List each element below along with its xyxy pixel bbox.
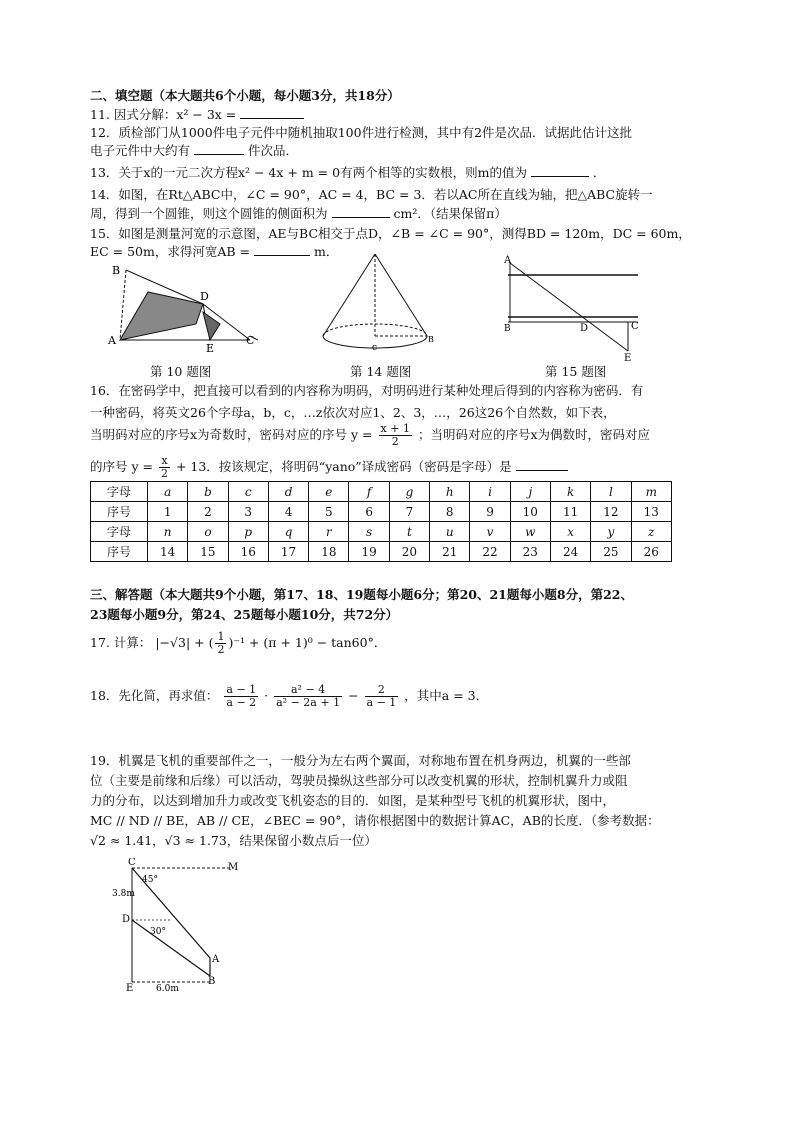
cipher-cell: p: [228, 522, 268, 542]
cipher-row-label: 字母: [91, 522, 148, 542]
fig15-label-a: A: [504, 255, 512, 266]
q18-f1-num: a − 1: [226, 683, 257, 696]
cipher-cell: 9: [470, 502, 510, 522]
q16-line4-a: 的序号 y =: [90, 459, 153, 474]
cipher-cell: 22: [470, 542, 510, 562]
q16-line3: [90, 422, 650, 448]
cipher-cell: 14: [148, 542, 188, 562]
q14-text-a: 周，得到一个圆锥，则这个圆锥的侧面积为: [90, 206, 328, 221]
fig15-label-e: E: [624, 353, 632, 363]
q17-prefix: 17. 计算：: [90, 635, 152, 650]
section3-heading-line2: 23题每小题9分，第24、25题每小题10分，共72分）: [90, 607, 399, 622]
q18-fraction-1: [224, 684, 258, 709]
q15-answer-blank[interactable]: [254, 243, 310, 256]
q18-f1-den: a − 2: [226, 696, 257, 709]
cipher-cell: a: [148, 482, 188, 502]
cipher-cell: o: [188, 522, 228, 542]
q11-text: 11. 因式分解：x² − 3x =: [90, 107, 237, 122]
fig19-label-3-8m: 3.8m: [112, 889, 135, 899]
q16-frac2-den: 2: [160, 467, 168, 480]
cipher-cell: g: [389, 482, 429, 502]
cipher-cell: 11: [550, 502, 590, 522]
q12-text-b: 件次品．: [247, 143, 298, 158]
cipher-cell: t: [389, 522, 429, 542]
fig19-label-6-0m: 6.0m: [156, 984, 179, 992]
q12-answer-blank[interactable]: [194, 142, 244, 155]
cipher-cell: u: [430, 522, 470, 542]
cipher-cell: 2: [188, 502, 228, 522]
q18-fraction-2: [274, 684, 342, 709]
cipher-cell: y: [591, 522, 631, 542]
question-11: [90, 106, 304, 124]
cipher-row-3: [91, 522, 672, 542]
fig19-label-a: A: [212, 954, 220, 965]
q15-line1: 15．如图是测量河宽的示意图，AE与BC相交于点D，∠B = ∠C = 90°，测得BD = 120m，DC = 60m，: [90, 226, 691, 241]
cipher-row-4: [91, 542, 672, 562]
q16-line3-b: ；当明码对应的序号x为偶数时，密码对应: [417, 427, 650, 442]
section3-heading-line1: 三、解答题（本大题共9个小题，第17、18、19题每小题6分；第20、21题每小题8分，第22、: [90, 587, 633, 602]
fig14-caption: 第 14 题图: [350, 364, 412, 379]
cipher-row-1: [91, 482, 672, 502]
q17-expr-b: )⁻¹ + (π + 1)⁰ − tan60°．: [228, 635, 387, 650]
q19-line3: 力的分布，以达到增加升力或改变飞机姿态的目的．如图，是某种型号飞机的机翼形状，图中，: [90, 793, 616, 808]
fig10-label-d: D: [200, 290, 209, 303]
fig15-caption: 第 15 题图: [545, 364, 607, 379]
cipher-cell: i: [470, 482, 510, 502]
cipher-cell: 25: [591, 542, 631, 562]
cipher-cell: 5: [309, 502, 349, 522]
cipher-cell: n: [148, 522, 188, 542]
fig14-label-c: c: [372, 343, 378, 353]
cipher-cell: e: [309, 482, 349, 502]
q18-suffix: ，其中a = 3．: [404, 688, 489, 703]
q17-frac-num: 1: [217, 630, 225, 643]
cipher-cell: 23: [510, 542, 550, 562]
fig10-caption: 第 10 题图: [150, 364, 212, 379]
q14-answer-blank[interactable]: [332, 205, 390, 218]
question-14-line2: [90, 205, 507, 223]
figure-15: [500, 255, 650, 363]
cipher-cell: j: [510, 482, 550, 502]
cipher-cell: k: [550, 482, 590, 502]
fig19-label-c: C: [128, 858, 136, 868]
cipher-row-label: 序号: [91, 502, 148, 522]
fig19-label-b: B: [208, 976, 216, 987]
q16-line1: 16．在密码学中，把直接可以看到的内容称为明码，对明码进行某种处理后得到的内容称为密码．有: [90, 383, 644, 398]
fig15-label-c: C: [631, 321, 639, 332]
cipher-row-label: 字母: [91, 482, 148, 502]
q13-answer-blank[interactable]: [531, 164, 589, 177]
q18-f2-den: a² − 2a + 1: [276, 696, 341, 709]
q13-text-b: ．: [592, 165, 606, 180]
cipher-cell: s: [349, 522, 389, 542]
q14-line1: 14．如图，在Rt△ABC中，∠C = 90°，AC = 4，BC = 3．若以AC所在直线为轴，把△ABC旋转一: [90, 187, 653, 202]
q16-frac1-den: 2: [391, 435, 399, 448]
cipher-cell: v: [470, 522, 510, 542]
fig19-label-30deg: 30°: [150, 927, 166, 937]
q16-fraction-odd: [379, 423, 412, 448]
q19-line5: √2 ≈ 1.41，√3 ≈ 1.73，结果保留小数点后一位）: [90, 833, 377, 848]
q15-text-a: EC = 50m，求得河宽AB =: [90, 244, 251, 259]
cipher-cell: 13: [631, 502, 671, 522]
q18-prefix: 18．先化简，再求值：: [90, 688, 219, 703]
cipher-cell: 20: [389, 542, 429, 562]
section2-heading: 二、填空题（本大题共6个小题，每小题3分，共18分）: [90, 88, 400, 103]
fig19-label-d: D: [122, 914, 131, 925]
q16-line2: 一种密码，将英文26个字母a，b，c，…z依次对应1、2、3，…，26这26个自然数，如下表，: [90, 405, 616, 420]
cipher-row-label: 序号: [91, 542, 148, 562]
question-17: [90, 628, 386, 658]
cipher-cell: z: [631, 522, 671, 542]
q17-expr-a: |−√3| + (: [155, 635, 214, 650]
figure-19: [112, 858, 242, 992]
fig15-label-d: D: [580, 323, 589, 334]
cipher-cell: 10: [510, 502, 550, 522]
cipher-cell: 21: [430, 542, 470, 562]
cipher-cell: f: [349, 482, 389, 502]
question-15-line2: [90, 243, 338, 261]
cipher-cell: 12: [591, 502, 631, 522]
cipher-cell: 26: [631, 542, 671, 562]
cipher-cell: l: [591, 482, 631, 502]
cipher-cell: w: [510, 522, 550, 542]
fig19-label-45deg: 45°: [142, 875, 158, 885]
fig10-label-b: B: [112, 264, 121, 277]
cipher-cell: h: [430, 482, 470, 502]
fig10-label-a: A: [108, 334, 116, 347]
q12-line1: 12．质检部门从1000件电子元件中随机抽取100件进行检测，其中有2件是次品．试据此估计这批: [90, 125, 633, 140]
cipher-cell: r: [309, 522, 349, 542]
cipher-cell: 1: [148, 502, 188, 522]
cipher-cell: 8: [430, 502, 470, 522]
cipher-table: [90, 481, 672, 562]
q16-line4-b: + 13．按该规定，将明码“yano”译成密码（密码是字母）是: [175, 459, 512, 474]
cipher-row-2: [91, 502, 672, 522]
q18-f2-num: a² − 4: [274, 684, 342, 697]
cipher-cell: q: [268, 522, 308, 542]
cipher-cell: 16: [228, 542, 268, 562]
question-13: [90, 164, 605, 182]
q16-frac2-num: x: [159, 455, 170, 468]
q18-f3-num: 2: [365, 684, 399, 697]
cipher-cell: 18: [309, 542, 349, 562]
cipher-cell: 24: [550, 542, 590, 562]
q12-text-a: 电子元件中大约有: [90, 143, 191, 158]
q17-fraction: [215, 631, 226, 656]
q19-line1: 19．机翼是飞机的重要部件之一，一般分为左右两个翼面，对称地布置在机身两边，机翼的一些部: [90, 753, 631, 768]
q16-line3-a: 当明码对应的序号x为奇数时，密码对应的序号 y =: [90, 427, 373, 442]
q19-line2: 位（主要是前缘和后缘）可以活动，驾驶员操纵这些部分可以改变机翼的形状，控制机翼升力或阻: [90, 773, 628, 788]
cipher-cell: c: [228, 482, 268, 502]
q16-fraction-even: [159, 455, 170, 480]
cipher-cell: 3: [228, 502, 268, 522]
q15-text-b: m．: [314, 244, 339, 259]
cipher-cell: x: [550, 522, 590, 542]
fig14-label-b: B: [428, 335, 434, 344]
fig15-label-b: B: [504, 324, 511, 334]
q14-text-b: cm²．（结果保留π）: [393, 206, 507, 221]
cipher-cell: 15: [188, 542, 228, 562]
fig19-label-m: M: [228, 862, 239, 873]
q16-answer-blank[interactable]: [516, 458, 568, 471]
q19-line4: MC // ND // BE，AB // CE，∠BEC = 90°，请你根据图中的数据计算AC，AB的长度．（参考数据：: [90, 813, 660, 828]
question-18: 18．先化简，再求值： $\frac{a - 1}{a - 2}$ · $\frac{\text{a² − 4}}{\text{a² − 2a + 1}}$ − $\frac{2}{a - 1}$ ，其中a = 3．: [90, 683, 489, 709]
cipher-cell: d: [268, 482, 308, 502]
cipher-cell: 19: [349, 542, 389, 562]
figure-10: [108, 262, 258, 352]
fig19-label-e: E: [126, 983, 134, 992]
fig10-label-e: E: [206, 342, 215, 352]
q16-frac1-num: x + 1: [380, 422, 410, 435]
fig10-label-c: C: [246, 334, 255, 347]
cipher-cell: b: [188, 482, 228, 502]
question-12-line2: [90, 142, 298, 160]
q11-answer-blank[interactable]: [240, 106, 304, 119]
q13-text-a: 13．关于x的一元二次方程x² − 4x + m = 0有两个相等的实数根，则m的值为: [90, 165, 527, 180]
q16-line4: [90, 454, 568, 480]
q18-fraction-3: [365, 684, 399, 709]
cipher-cell: 6: [349, 502, 389, 522]
q18-f3-den: a − 1: [366, 696, 397, 709]
figure-14: [315, 250, 435, 358]
cipher-cell: 7: [389, 502, 429, 522]
q17-frac-den: 2: [217, 643, 225, 656]
cipher-cell: 17: [268, 542, 308, 562]
cipher-cell: m: [631, 482, 671, 502]
cipher-cell: 4: [268, 502, 308, 522]
